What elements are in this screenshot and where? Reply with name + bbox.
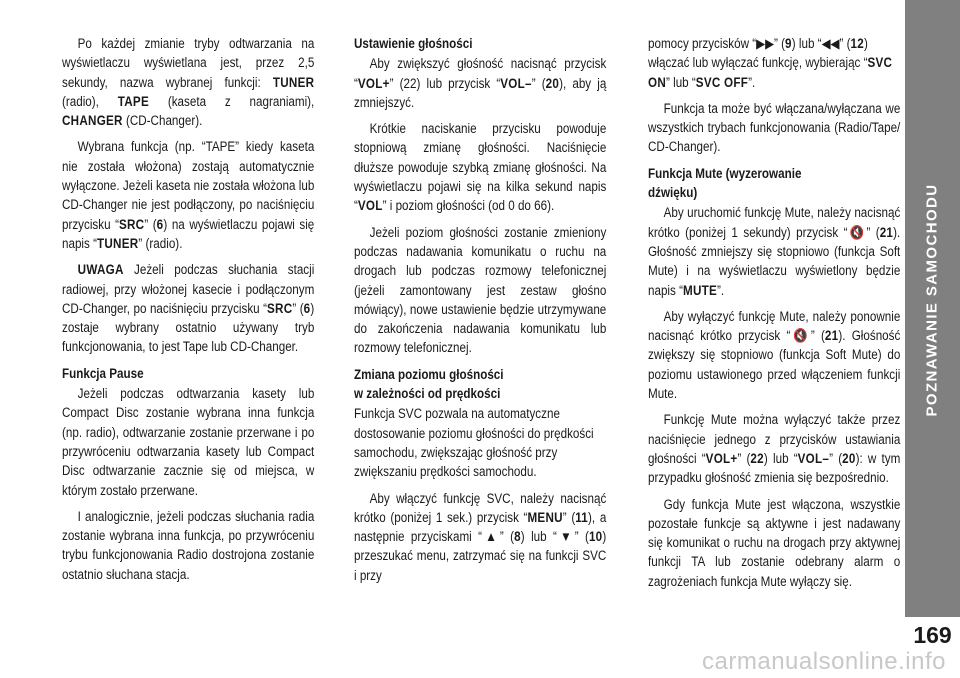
heading-svc: Zmiana poziomu głośności w zależności od prędkości [354,366,504,402]
paragraph-selected-function: Wybrana funkcja (np. “TAPE” kiedy kaseta nie została włożona) zostają automatycznie wyłączone. Jeżeli kaseta nie została włożona lub CD-Changer nie jest podłączony, po naciśnięciu przycisku “SRC” (6) na wyświetlaczu pojawi się napis “TUNER” (radio). [62,139,315,251]
column-2 [354,34,606,592]
paragraph-pause: Jeżeli podczas odtwarzania kasety lub Compact Disc zostanie wybrana inna funkcja (np. radio), odtwarzanie zostanie przerwane i po przywróceniu odtwarzania kasety lub Compact Disc odtwarzanie zacznie się od miejsca, w którym zostało przerwane. [62,386,315,498]
paragraph-volume-traffic: Jeżeli poziom głośności zostanie zmieniony podczas nadawania komunikatu o ruchu na drogach lub podczas rozmowy telefonicznej (jeżeli zamontowany jest zestaw głośno mówiący), nowe ustawienie będzie utrzymywane do zakończenia nadawania komunikatu lub rozmowy telefonicznej. [354,224,607,356]
paragraph-function-name: Po każdej zmianie tryby odtwarzania na wyświetlaczu wyświetlana jest, przez 2,5 sekundy, nazwa wybranej funkcji: TUNER (radio), TAPE (kaseta z nagraniami), CHANGER (CD-Changer). [62,36,315,129]
paragraph-svc-intro: Funkcja SVC pozwala na automatyczne dostosowanie poziomu głośności do prędkości samochodu, zwiększając głośność przy zwiększaniu prędkości samochodu. [354,406,594,480]
fast-forward-icon: ▶▶ [756,36,775,51]
paragraph-note: UWAGA Jeżeli podczas słuchania stacji radiowej, przy włożonej kasecie i podłączonym CD-Changer, po naciśnięciu przycisku “SRC” (6) zostaje wybrany ostatnio używany tryb funkcjonowania, to jest Tape lub CD-Changer. [62,262,315,355]
paragraph-svc-enable: Aby włączyć funkcję SVC, należy nacisnąć krótko (poniżej 1 sek.) przycisk “MENU” (11), a następnie przyciskami “▲” (8) lub “▼” (10) przeszukać menu, zatrzymać się na funkcji SVC i przy [354,490,607,583]
column-1 [62,34,314,591]
arrow-down-icon: ▼ [556,529,575,545]
paragraph-volume-press: Krótkie naciskanie przycisku powoduje stopniową zmianę głośności. Naciśnięcie dłuższe powoduje szybką zmianę głośności. Na wyświetlaczu pojawi się na kilka sekund napis “VOL” i poziom głośności (od 0 do 66). [354,121,607,214]
paragraph-svc-modes: Funkcja ta może być włączana/wyłączana we wszystkich trybach funkcjonowania (Radio/Tape/ CD-Changer). [648,100,901,155]
heading-pause: Funkcja Pause [62,365,144,381]
paragraph-volume-buttons: Aby zwiększyć głośność nacisnąć przycisk “VOL+” (22) lub przycisk “VOL–” (20), aby ją zmniejszyć. [354,56,607,110]
section-title: POZNAWANIE SAMOCHODU [923,183,941,417]
arrow-up-icon: ▲ [482,529,500,545]
heading-volume: Ustawienie głośności [354,36,473,51]
watermark: carmanualsonline.info [702,648,946,675]
paragraph-mute-volume: Funkcję Mute można wyłączyć także przez naciśnięcie jednego z przycisków ustawiania głośności “VOL+” (22) lub “VOL–” (20): w tym przypadku głośność zmienia się bezpośrednio. [648,412,901,486]
paragraph-mute-active: Gdy funkcja Mute jest włączona, wszystkie pozostałe funkcje są aktywne i jest nadawany się komunikat o ruchu na drogach przy aktywnej funkcji TA lub zostanie odebrany alarm o zagrożeniach funkcja Mute wyłączy się. [648,496,901,589]
rewind-icon: ◀◀ [821,36,840,51]
paragraph-svc-toggle: pomocy przycisków “▶▶” (9) lub “◀◀” (12) włączać lub wyłączać funkcję, wybierając “SVC ON” lub “SVC OFF”. [648,36,893,90]
column-3 [648,34,900,598]
mute-icon: 🔇 [847,224,867,240]
page-number: 169 [913,622,952,648]
mute-icon: 🔇 [790,328,811,344]
paragraph-pause-radio: I analogicznie, jeżeli podczas słuchania radia zostanie wybrana inna funkcja, po przywróceniu trybu funkcjonowania Radio dostrojona zostanie ostatnio słuchana stacja. [62,508,315,582]
paragraph-mute-off: Aby wyłączyć funkcję Mute, należy ponownie nacisnąć krótko przycisk “🔇” (21). Głośność zwiększy się stopniowo (funkcja Soft Mute) do poziomu ustawionego przed włączeniem funkcji Mute. [648,308,901,402]
heading-mute: Funkcja Mute (wyzerowanie dźwięku) [648,165,802,201]
paragraph-mute-on: Aby uruchomić funkcję Mute, należy nacisnąć krótko (poniżej 1 sekundy) przycisk “🔇” (21). Głośność zmniejszy się stopniowo (funkcja Soft Mute) i na wyświetlaczu wyświetlony będzie napis “MUTE”. [648,205,901,298]
